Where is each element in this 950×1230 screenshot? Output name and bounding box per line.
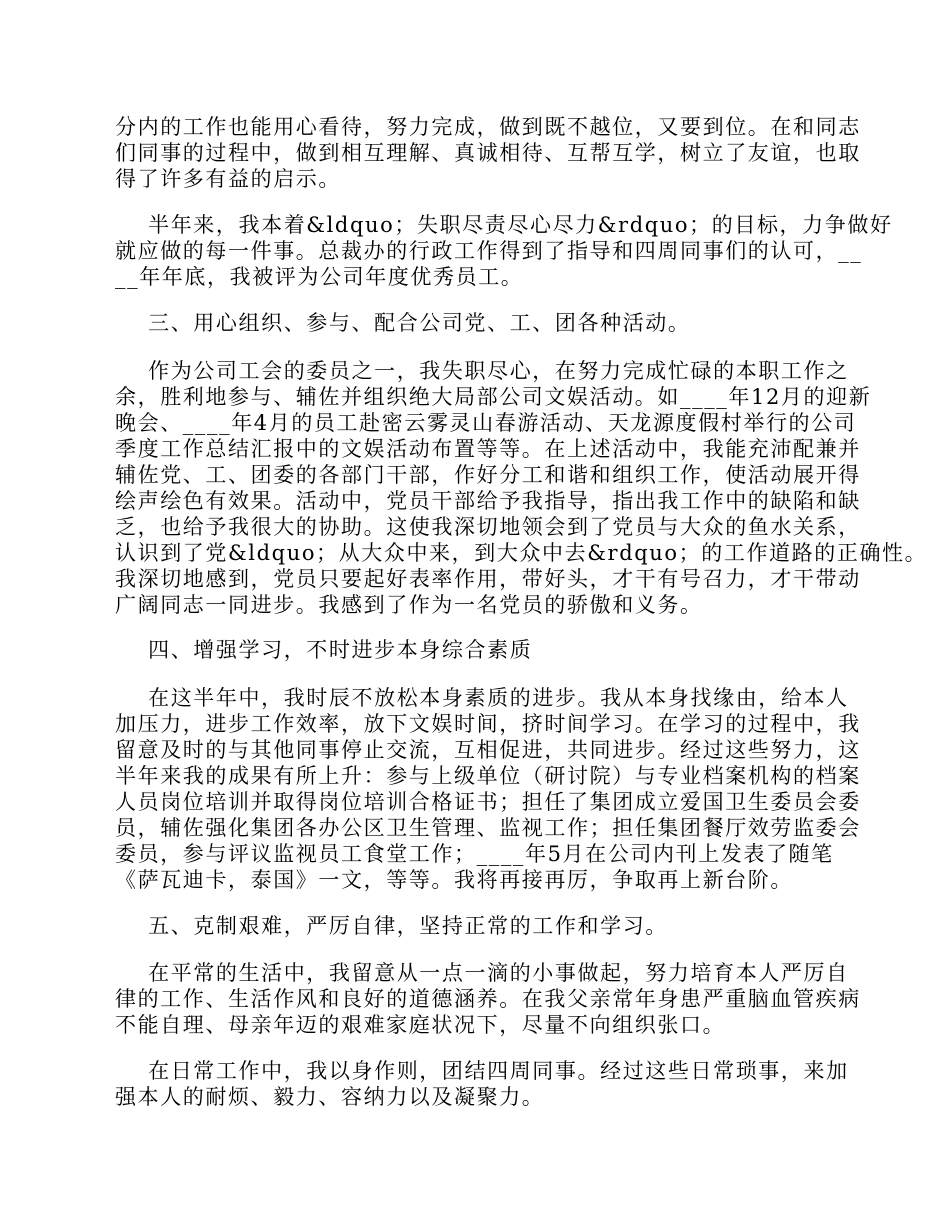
paragraph-4-line-9: 我深切地感到，党员只要起好表率作用，带好头，才干有号召力，才干带动 [115,567,861,591]
section-heading-4: 四、增强学习，不时进步本身综合素质 [115,638,533,662]
paragraph-6-line-1: 在这半年中，我时辰不放松本身素质的进步。我从本身找缘由，给本人 [115,686,849,710]
paragraph-4-line-2: 余，胜利地参与、辅佐并组织绝大局部公司文娱活动。如____年12月的迎新 [115,385,872,409]
paragraph-6-line-3: 留意及时的与其他同事停止交流，互相促进，共同进步。经过这些努力，这 [115,738,861,762]
paragraph-6-line-8: 《萨瓦迪卡，泰国》一文，等等。我将再接再厉，争取再上新台阶。 [115,868,793,892]
paragraph-4-line-5: 辅佐党、工、团委的各部门干部，作好分工和谐和组织工作，使活动展开得 [115,463,861,487]
paragraph-9-line-2: 强本人的耐烦、毅力、容纳力以及凝聚力。 [115,1085,545,1109]
paragraph-8-line-1: 在平常的生活中，我留意从一点一滴的小事做起，努力培育本人严厉自 [115,961,849,985]
paragraph-9-line-1: 在日常工作中，我以身作则，团结四周同事。经过这些日常琐事，来加 [115,1059,849,1083]
paragraph-6-line-6: 员，辅佐强化集团各办公区卫生管理、监视工作；担任集团餐厅效劳监委会 [115,816,861,840]
paragraph-4-line-8: 认识到了党&ldquo；从大众中来，到大众中去&rdquo；的工作道路的正确性。 [115,541,928,565]
paragraph-6-line-7: 委员，参与评议监视员工食堂工作；____年5月在公司内刊上发表了随笔 [115,842,834,866]
paragraph-4-line-6: 绘声绘色有效果。活动中，党员干部给予我指导，指出我工作中的缺陷和缺 [115,489,861,513]
paragraph-2-line-2: 就应做的每一件事。总裁办的行政工作得到了指导和四周同事们的认可，__ [115,239,863,263]
paragraph-1-line-3: 得了许多有益的启示。 [115,167,341,191]
paragraph-2-line-1: 半年来，我本着&ldquo；失职尽责尽心尽力&rdquo；的目标，力争做好 [115,213,893,237]
paragraph-6-line-5: 人员岗位培训并取得岗位培训合格证书；担任了集团成立爱国卫生委员会委 [115,790,861,814]
paragraph-6-line-4: 半年来我的成果有所上升：参与上级单位（研讨院）与专业档案机构的档案 [115,764,861,788]
paragraph-1-line-1: 分内的工作也能用心看待，努力完成，做到既不越位，又要到位。在和同志 [115,115,861,139]
paragraph-4-line-3: 晚会、____年4月的员工赴密云雾灵山春游活动、天龙源度假村举行的公司 [115,411,857,435]
paragraph-4-line-4: 季度工作总结汇报中的文娱活动布置等等。在上述活动中，我能充沛配兼并 [115,437,861,461]
paragraph-4-line-7: 乏，也给予我很大的协助。这使我深切地领会到了党员与大众的鱼水关系， [115,515,861,539]
paragraph-2-line-3: __年年底，我被评为公司年度优秀员工。 [115,265,524,289]
paragraph-4-line-1: 作为公司工会的委员之一，我失职尽心，在努力完成忙碌的本职工作之 [115,359,849,383]
paragraph-1-line-2: 们同事的过程中，做到相互理解、真诚相待、互帮互学，树立了友谊，也取 [115,141,861,165]
paragraph-8-line-3: 不能自理、母亲年迈的艰难家庭状况下，尽量不向组织张口。 [115,1013,726,1037]
paragraph-4-line-10: 广阔同志一同进步。我感到了作为一名党员的骄傲和义务。 [115,593,703,617]
paragraph-6-line-2: 加压力，进步工作效率，放下文娱时间，挤时间学习。在学习的过程中，我 [115,712,861,736]
paragraph-8-line-2: 律的工作、生活作风和良好的道德涵养。在我父亲常年身患严重脑血管疾病 [115,987,861,1011]
section-heading-5: 五、克制艰难，严厉自律，坚持正常的工作和学习。 [115,914,668,938]
section-heading-3: 三、用心组织、参与、配合公司党、工、团各种活动。 [115,311,691,335]
